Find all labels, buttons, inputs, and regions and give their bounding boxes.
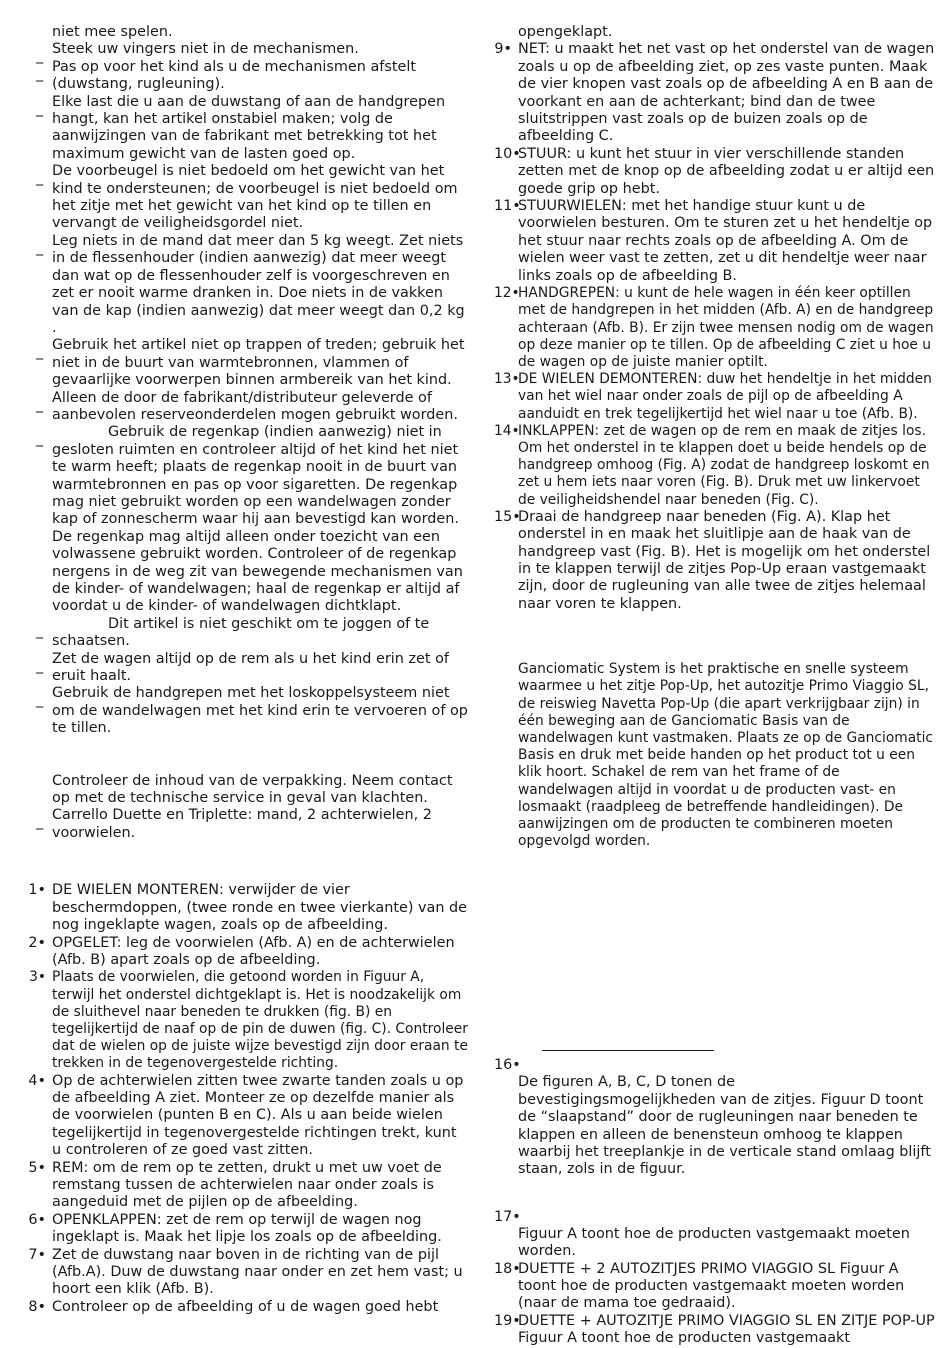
item-text: DUETTE + 2 AUTOZITJES PRIMO VIAGGIO SL Figuur A toont hoe de producten vastgemaakt moeten worden (naar de mama toe gedraaid). xyxy=(518,1260,905,1312)
item-text: Ganciomatic System is het praktische en snelle systeem waarmee u het zitje Pop-Up, het autozitje Primo Viaggio SL, de reiswieg Navetta Pop-Up (die apart verkrijgbaar zijn) in één beweging aan de Ganciomatic Basis van de wandelwagen kunt vastmaken. Plaats ze op de Ganciomatic Basis en druk met beide handen op het product tot u een klik hoort. Schakel de rem van het frame of de wandelwagen altijd in voordat u de producten vast- en losmaakt (raadpleeg de betreffende handleidingen). De aanwijzingen om de producten te combineren moeten opgevolgd worden. xyxy=(518,661,933,850)
item-text: Steek uw vingers niet in de mechanismen. xyxy=(52,41,359,58)
list-item xyxy=(30,1247,470,1299)
item-text: STUUR: u kunt het stuur in vier verschillende standen zetten met de knop op de afbeelding zodat u er altijd een goede grip op hebt. xyxy=(518,145,935,197)
list-item xyxy=(496,509,936,613)
list-item xyxy=(30,94,470,164)
list-item xyxy=(30,616,470,651)
list-item xyxy=(30,424,470,615)
item-number: 6• xyxy=(28,1211,46,1228)
paragraph xyxy=(496,1226,936,1261)
item-number: 14• xyxy=(494,422,520,439)
item-text: Figuur A toont hoe de producten vastgemaakt moeten worden. xyxy=(518,1225,910,1260)
item-text: Alleen de door de fabrikant/distributeur geleverde of aanbevolen reserveonderdelen mogen gebruikt worden. xyxy=(52,389,458,423)
list-item xyxy=(30,41,470,65)
item-text: NET: u maakt het net vast op het onderstel van de wagen zoals u op de afbeelding ziet, op zes vaste punten. Maak de vier knopen vast zoals op de afbeelding A en B aan de voorkant en aan de achterkant; bind dan de twee sluitstrippen vast zoals op de buizen zoals op de afbeelding C. xyxy=(518,41,935,145)
item-number: 15• xyxy=(494,508,521,525)
item-text: Zet de wagen altijd op de rem als u het kind erin zet of eruit haalt. xyxy=(52,650,449,685)
list-item xyxy=(496,1313,936,1348)
bullet-marker: _ xyxy=(36,396,44,413)
list-item xyxy=(496,1057,936,1074)
list-item xyxy=(496,41,936,145)
bullet-marker: _ xyxy=(36,65,44,82)
item-number: 4• xyxy=(28,1072,46,1089)
bullet-marker: _ xyxy=(36,814,44,831)
list-item xyxy=(30,882,470,934)
item-text: Pas op voor het kind als u de mechanismen afstelt (duwstang, rugleuning). xyxy=(52,58,416,93)
paragraph xyxy=(30,773,470,808)
list-item xyxy=(496,285,936,371)
item-text xyxy=(518,1209,936,1226)
item-text xyxy=(518,1057,936,1074)
item-text: Controleer op de afbeelding of u de wagen goed hebt xyxy=(52,1298,439,1315)
bullet-marker: _ xyxy=(36,170,44,187)
list-item xyxy=(496,1261,936,1313)
item-text: De figuren A, B, C, D tonen de bevestigingsmogelijkheden van de zitjes. Figuur D toont de “slaapstand” door de rugleuningen naar beneden te klappen en alleen de benensteun omhoog te klappen waarbij het treeplankje in de verticale stand omlaag blijft staan, zols in de figuur. xyxy=(518,1074,931,1178)
bullet-marker: _ xyxy=(36,100,44,117)
right-column xyxy=(496,24,936,1348)
item-number: 9• xyxy=(494,41,512,58)
item-text: DE WIELEN MONTEREN: verwijder de vier beschermdoppen, (twee ronde en twee vierkante) van de nog ingeklapte wagen, zoals op de afbeelding. xyxy=(52,882,468,934)
item-number: 10• xyxy=(494,145,521,162)
item-text: Gebruik het artikel niet op trappen of treden; gebruik het niet in de buurt van warmtebronnen, vlammen of gevaarlijke voorwerpen binnen armbereik van het kind. xyxy=(52,337,465,389)
item-text: Op de achterwielen zitten twee zwarte tanden zoals u op de afbeelding A ziet. Monteer ze op dezelfde manier als de voorwielen (punten B en C). Als u aan beide wielen tegelijkertijd in tegenovergestelde richtingen trekt, kunt u controleren of ze goed vast zitten. xyxy=(52,1072,464,1159)
list-item xyxy=(496,371,936,423)
item-number: 7• xyxy=(28,1246,46,1263)
item-text: Zet de duwstang naar boven in de richting van de pijl (Afb.A). Duw de duwstang naar onder en zet hem vast; u hoort een klik (Afb. B). xyxy=(52,1246,463,1298)
bullet-marker: _ xyxy=(36,239,44,256)
paragraph xyxy=(30,24,470,41)
bullet-marker: _ xyxy=(36,48,44,65)
item-number: 16• xyxy=(494,1057,521,1074)
list-item xyxy=(30,1299,470,1316)
item-number: 2• xyxy=(28,934,46,951)
item-text: DE WIELEN DEMONTEREN: duw het hendeltje in het midden van het wiel naar onder zoals de pijl op de afbeelding A aanduidt en trek tegelijkertijd het wiel naar u toe (Afb. B). xyxy=(518,371,932,422)
item-text: Leg niets in de mand dat meer dan 5 kg weegt. Zet niets in de flessenhouder (indien aanwezig) dat meer weegt dan wat op de flessenhouder zelf is voorgeschreven en zet er nooit warme dranken in. Doe niets in de vakken van de kap (indien aanwezig) dat meer weegt dan 0,2 kg . xyxy=(52,232,465,336)
item-text: REM: om de rem op te zetten, drukt u met uw voet de remstang tussen de achterwielen naar onder zoals is aangeduid met de pijlen op de afbeelding. xyxy=(52,1159,442,1211)
item-number: 12• xyxy=(494,285,520,302)
list-item xyxy=(30,969,470,1072)
item-text: Dit artikel is niet geschikt om te joggen of te schaatsen. xyxy=(52,615,430,650)
item-text: Gebruik de handgrepen met het loskoppelsysteem niet om de wandelwagen met het kind erin te vervoeren of op te tillen. xyxy=(52,685,468,737)
bullet-marker: _ xyxy=(36,657,44,674)
list-item xyxy=(496,1209,936,1226)
bullet-marker: _ xyxy=(36,692,44,709)
item-text: INKLAPPEN: zet de wagen op de rem en maak de zitjes los. Om het onderstel in te klappen doet u beide hendels op de handgreep omhoog (Fig. A) zodat de handgreep loskomt en zet u hem iets naar voren (Fig. B). Druk met uw linkervoet de veiligheidshendel naar beneden (Fig. C). xyxy=(518,422,930,508)
list-item xyxy=(30,1160,470,1212)
item-number: 18• xyxy=(494,1260,521,1277)
left-column xyxy=(30,24,470,1316)
item-text: Elke last die u aan de duwstang of aan de handgrepen hangt, kan het artikel onstabiel maken; volg de aanwijzingen van de fabrikant met betrekking tot het maximum gewicht van de lasten goed op. xyxy=(52,93,446,162)
item-number: 1• xyxy=(28,882,46,899)
list-item xyxy=(30,807,470,842)
list-item xyxy=(30,685,470,737)
item-number: 11• xyxy=(494,198,521,215)
list-item xyxy=(30,337,470,389)
list-item xyxy=(30,1212,470,1247)
item-text: Plaats de voorwielen, die getoond worden in Figuur A, terwijl het onderstel dichtgeklapt is. Het is noodzakelijk om de sluithevel naar beneden te drukken (fig. B) en tegelijkertijd de naaf op de pin de duwen (fig. C). Controleer dat de wielen op de juiste wijze bevestigd zijn door eraan te trekken in de tegenovergestelde richting. xyxy=(52,969,468,1072)
item-number: 3• xyxy=(29,969,46,986)
list-item xyxy=(30,935,470,970)
paragraph xyxy=(496,1074,936,1178)
item-number: 17• xyxy=(494,1208,521,1225)
list-item xyxy=(30,390,470,425)
item-text: STUURWIELEN: met het handige stuur kunt u de voorwielen besturen. Om te sturen zet u het hendeltje op het stuur naar rechts zoals op de afbeelding A. Om de wielen weer vast te zetten, zet u dit hendeltje weer naar links zoals op de afbeelding B. xyxy=(518,198,933,284)
item-number: 19• xyxy=(494,1312,521,1329)
paragraph xyxy=(496,24,936,41)
list-item xyxy=(30,59,470,94)
item-text: Gebruik de regenkap (indien aanwezig) niet in gesloten ruimten en controleer altijd of het kind het niet te warm heeft; plaats de regenkap nooit in de buurt van warmtebronnen en pas op voor sigaretten. De regenkap mag niet gebruikt worden op een wandelwagen zonder kap of zonnescherm waar hij aan bevestigd kan worden. De regenkap mag altijd alleen onder toezicht van een volwassene gebruikt worden. Controleer of de regenkap nergens in de weg zit van bewegende mechanismen van de kinder- of wandelwagen; haal de regenkap er altijd af voordat u de kinder- of wandelwagen dichtklapt. xyxy=(52,424,463,615)
list-item xyxy=(496,146,936,198)
item-text: De voorbeugel is niet bedoeld om het gewicht van het kind te ondersteunen; de voorbeugel is niet bedoeld om het zitje met het gewicht van het kind op te tillen en vervangt de veiligheidsgordel niet. xyxy=(52,163,458,232)
item-text: opengeklapt. xyxy=(518,24,613,40)
list-item xyxy=(30,163,470,233)
bullet-marker: _ xyxy=(36,344,44,361)
item-text: DUETTE + AUTOZITJE PRIMO VIAGGIO SL EN ZITJE POP-UP Figuur A toont hoe de producten vastgemaakt xyxy=(518,1312,935,1347)
footnote-separator xyxy=(542,1050,714,1051)
list-item xyxy=(30,1073,470,1160)
list-item xyxy=(496,198,936,285)
item-text: OPGELET: leg de voorwielen (Afb. A) en de achterwielen (Afb. B) apart zoals op de afbeelding. xyxy=(52,934,455,968)
list-item xyxy=(30,233,470,337)
item-text: OPENKLAPPEN: zet de rem op terwijl de wagen nog ingeklapt is. Maak het lipje los zoals op de afbeelding. xyxy=(52,1211,442,1246)
item-number: 13• xyxy=(494,371,520,388)
list-item xyxy=(496,423,936,509)
item-text: Draai de handgreep naar beneden (Fig. A). Klap het onderstel in en maak het sluitlipje aan de haak van de handgreep vast (Fig. B). Het is mogelijk om het onderstel in te klappen terwijl de zitjes Pop-Up eraan vastgemaakt zijn, door de rugleuning van alle twee de zitjes helemaal naar voren te klappen. xyxy=(518,508,931,612)
item-text: Controleer de inhoud van de verpakking. Neem contact op met de technische service in geval van klachten. xyxy=(52,772,453,807)
list-item xyxy=(30,651,470,686)
item-text: HANDGREPEN: u kunt de hele wagen in één keer optillen met de handgrepen in het midden (Afb. A) en de handgreep achteraan (Afb. B). Er zijn twee mensen nodig om de wagen op deze manier op te tillen. Op de afbeelding C ziet u hoe u de wagen op de juiste manier optilt. xyxy=(518,285,934,370)
item-number: 8• xyxy=(28,1298,46,1315)
paragraph xyxy=(496,661,936,850)
item-text: Carrello Duette en Triplette: mand, 2 achterwielen, 2 voorwielen. xyxy=(52,807,432,841)
item-text: niet mee spelen. xyxy=(52,24,173,40)
paragraph xyxy=(496,1050,936,1051)
item-number: 5• xyxy=(28,1159,46,1176)
bullet-marker: _ xyxy=(36,622,44,639)
bullet-marker: _ xyxy=(36,431,44,448)
